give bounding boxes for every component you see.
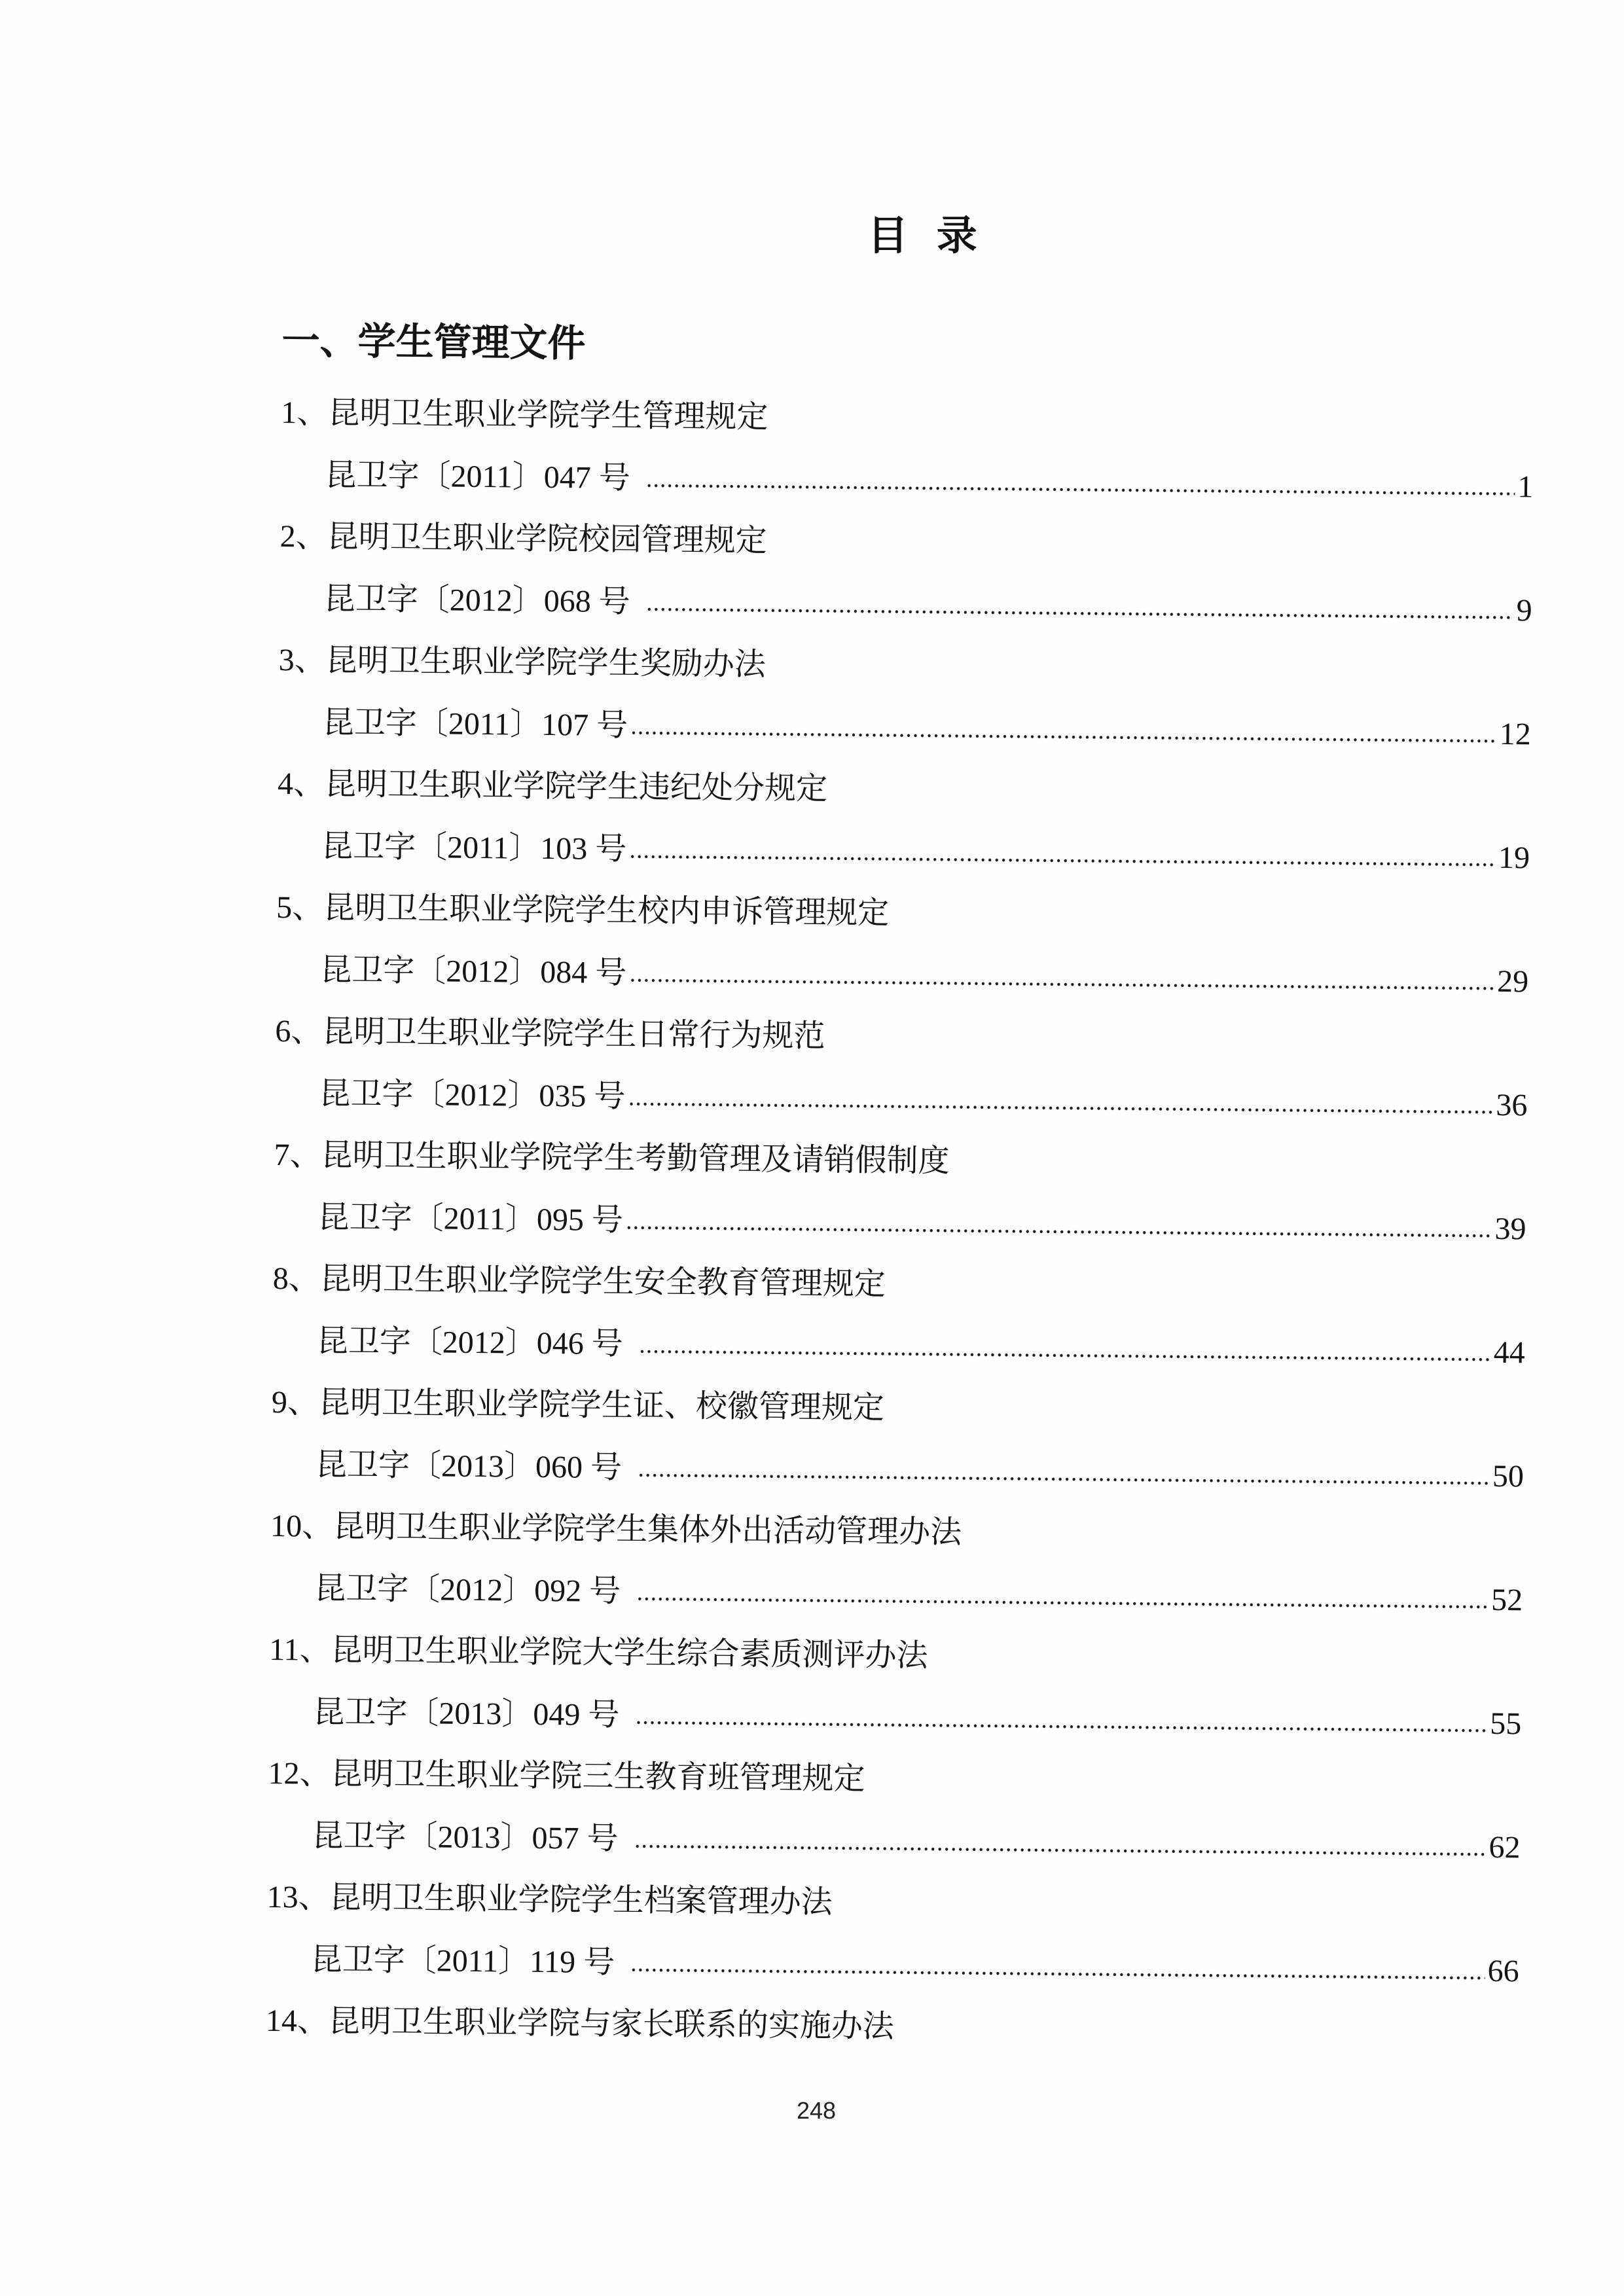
- toc-entry: [267, 1372, 1525, 1507]
- toc-entry-reference: [266, 1557, 1523, 1631]
- toc-entry: [274, 630, 1532, 765]
- toc-entry-reference: [273, 815, 1530, 889]
- toc-entry-reference: [275, 567, 1532, 641]
- table-of-contents: [261, 308, 1534, 2064]
- toc-entry-title: 13、昆明卫生职业学院学生档案管理办法: [266, 1879, 833, 1920]
- toc-entry-title: 11、昆明卫生职业学院大学生综合素质测评办法: [269, 1632, 928, 1674]
- document-number: 昆卫字〔2012〕068 号: [323, 581, 630, 619]
- toc-entry: [264, 1619, 1523, 1755]
- document-number: 昆卫字〔2013〕060 号: [315, 1447, 623, 1485]
- toc-entry: [266, 1496, 1524, 1631]
- page-reference: 36: [1496, 1087, 1528, 1122]
- document-number: 昆卫字〔2012〕092 号: [314, 1571, 621, 1609]
- toc-entry: [273, 753, 1531, 889]
- toc-entry-title: 9、昆明卫生职业学院学生证、校徽管理规定: [271, 1384, 885, 1426]
- section-heading: 一、学生管理文件: [281, 318, 586, 366]
- toc-entry-title: 1、昆明卫生职业学院学生管理规定: [281, 395, 768, 435]
- dot-leader: [630, 695, 1498, 765]
- dot-leader: [638, 1437, 1490, 1507]
- dot-leader: [645, 448, 1515, 518]
- toc-entry-reference: [276, 444, 1534, 518]
- document-number: 昆卫字〔2011〕047 号: [325, 457, 631, 495]
- dot-leader: [629, 819, 1496, 889]
- toc-entry-reference: [262, 1928, 1519, 2002]
- page-reference: 50: [1492, 1458, 1525, 1494]
- toc-entry: [272, 877, 1530, 1013]
- page-reference: 66: [1487, 1953, 1519, 1988]
- page-reference: 29: [1496, 963, 1529, 999]
- document-number: 昆卫字〔2012〕035 号: [319, 1076, 626, 1114]
- toc-entry-title: 14、昆明卫生职业学院与家长联系的实施办法: [265, 2003, 895, 2045]
- toc-entry: [275, 506, 1533, 641]
- toc-entry: [262, 1867, 1520, 2002]
- document-number: 昆卫字〔2012〕084 号: [320, 952, 627, 990]
- toc-entry-reference: [269, 1186, 1526, 1260]
- page-reference: 1: [1517, 469, 1534, 504]
- toc-entry: [269, 1124, 1527, 1260]
- dot-leader: [638, 1314, 1491, 1384]
- toc-entry-reference: [267, 1433, 1525, 1507]
- dot-leader: [628, 1066, 1494, 1136]
- dot-leader: [636, 1561, 1489, 1631]
- document-number: 昆卫字〔2011〕107 号: [322, 705, 628, 743]
- toc-entry-reference: [272, 939, 1529, 1013]
- document-number: 昆卫字〔2011〕103 号: [321, 829, 627, 867]
- page-reference: 19: [1498, 840, 1530, 875]
- toc-entry: [263, 1743, 1521, 1878]
- document-number: 昆卫字〔2013〕057 号: [312, 1818, 619, 1856]
- toc-entry: [270, 1001, 1528, 1136]
- toc-entry-reference: [270, 1062, 1528, 1136]
- page-reference: 55: [1490, 1706, 1522, 1741]
- document-number: 昆卫字〔2011〕095 号: [317, 1200, 624, 1238]
- toc-entry-title: 12、昆明卫生职业学院三生教育班管理规定: [268, 1755, 865, 1797]
- toc-entry-title: 3、昆明卫生职业学院学生奖励办法: [278, 643, 767, 683]
- dot-leader: [630, 1932, 1485, 2002]
- page-reference: 44: [1493, 1335, 1526, 1370]
- page-reference: 62: [1489, 1829, 1521, 1865]
- toc-entry-title: 2、昆明卫生职业学院校园管理规定: [280, 519, 767, 559]
- toc-entry-reference: [274, 691, 1531, 765]
- toc-entry: [276, 382, 1534, 518]
- dot-leader: [634, 1808, 1487, 1878]
- dot-leader: [635, 1685, 1488, 1755]
- page-reference: 39: [1494, 1211, 1526, 1246]
- toc-entry-title: 5、昆明卫生职业学院学生校内申诉管理规定: [276, 890, 890, 931]
- toc-entry-reference: [264, 1681, 1522, 1755]
- toc-entry-reference: [263, 1804, 1521, 1878]
- dot-leader: [629, 942, 1495, 1013]
- page-reference: 12: [1499, 716, 1532, 751]
- document-number: 昆卫字〔2013〕049 号: [313, 1695, 620, 1732]
- page-number: 248: [796, 2097, 837, 2124]
- dot-leader: [625, 1190, 1492, 1260]
- toc-entry-title: 7、昆明卫生职业学院学生考勤管理及请销假制度: [274, 1137, 950, 1179]
- document-number: 昆卫字〔2011〕119 号: [310, 1942, 615, 1980]
- document-number: 昆卫字〔2012〕046 号: [316, 1323, 624, 1361]
- dot-leader: [645, 571, 1514, 641]
- toc-entry: [268, 1248, 1526, 1384]
- page-reference: 9: [1516, 592, 1532, 628]
- toc-entry-title: 8、昆明卫生职业学院学生安全教育管理规定: [272, 1261, 886, 1302]
- toc-entry: [261, 1990, 1519, 2064]
- toc-entry-reference: [268, 1310, 1525, 1384]
- page-reference: 52: [1490, 1582, 1523, 1617]
- toc-entry-title: 6、昆明卫生职业学院学生日常行为规范: [275, 1014, 825, 1054]
- toc-entry-title: 4、昆明卫生职业学院学生违纪处分规定: [277, 766, 828, 807]
- toc-entry-title: 10、昆明卫生职业学院学生集体外出活动管理办法: [270, 1508, 962, 1551]
- page-title: 目 录: [867, 211, 977, 259]
